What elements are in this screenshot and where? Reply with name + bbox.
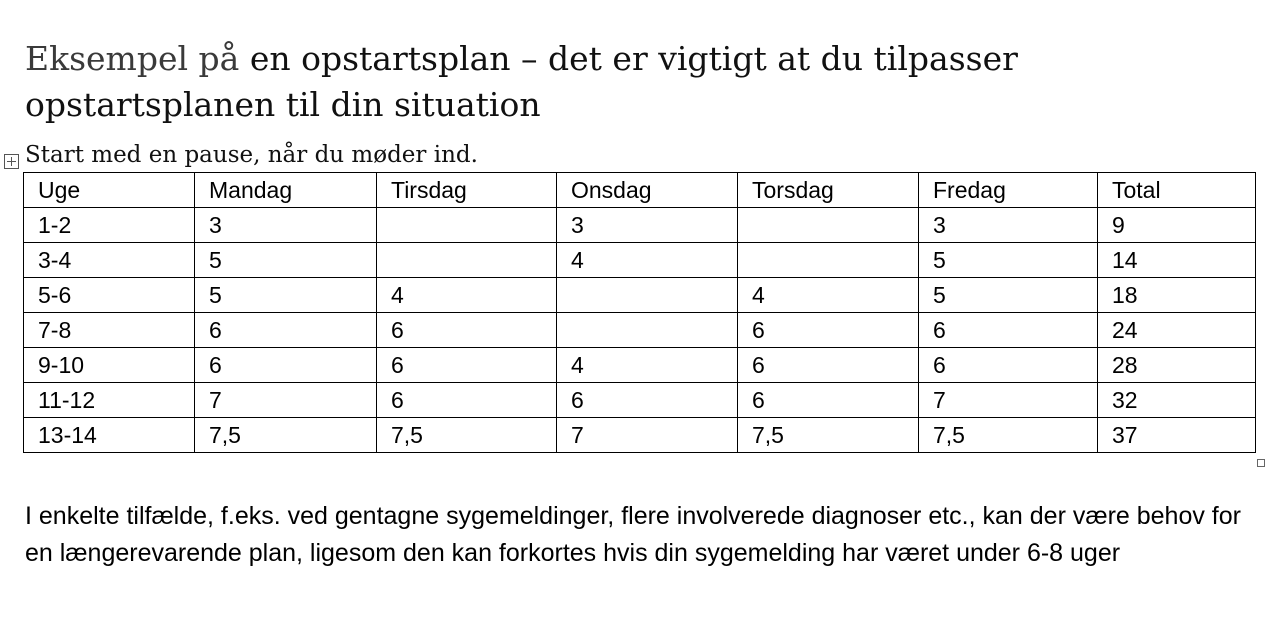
table-cell[interactable]: 14 (1098, 243, 1256, 278)
table-cell[interactable]: 6 (377, 348, 557, 383)
table-cell[interactable]: 5 (919, 278, 1098, 313)
table-row (24, 418, 1256, 453)
table-cell[interactable]: 9 (1098, 208, 1256, 243)
table-cell[interactable]: 7,5 (919, 418, 1098, 453)
table-cell[interactable]: 6 (919, 313, 1098, 348)
header-cell-total[interactable]: Total (1098, 173, 1256, 208)
table-caption: Start med en pause, når du møder ind. (25, 142, 478, 168)
table-cell[interactable]: 7 (195, 383, 377, 418)
table-cell[interactable]: 3 (557, 208, 738, 243)
header-cell-uge[interactable]: Uge (24, 173, 195, 208)
table-resize-handle-icon[interactable] (1257, 459, 1265, 467)
table-cell[interactable]: 7,5 (738, 418, 919, 453)
table-cell[interactable]: 32 (1098, 383, 1256, 418)
table-cell[interactable]: 18 (1098, 278, 1256, 313)
heading-part-1: Eksempel på (25, 39, 240, 78)
table-cell[interactable]: 5 (195, 278, 377, 313)
table-cell[interactable]: 3 (195, 208, 377, 243)
table-row (24, 278, 1256, 313)
table-cell[interactable]: 1-2 (24, 208, 195, 243)
table-cell[interactable]: 24 (1098, 313, 1256, 348)
table-cell[interactable]: 6 (738, 313, 919, 348)
table-row (24, 208, 1256, 243)
table-cell[interactable] (377, 208, 557, 243)
table-header-row (24, 173, 1256, 208)
table-cell[interactable]: 6 (377, 383, 557, 418)
table-cell[interactable]: 6 (195, 313, 377, 348)
table-cell[interactable]: 6 (738, 383, 919, 418)
header-cell-torsdag[interactable]: Torsdag (738, 173, 919, 208)
schedule-table (23, 172, 1256, 453)
table-cell[interactable]: 5 (195, 243, 377, 278)
table-cell[interactable]: 7,5 (377, 418, 557, 453)
table-cell[interactable]: 3-4 (24, 243, 195, 278)
table-cell[interactable]: 5 (919, 243, 1098, 278)
table-row (24, 383, 1256, 418)
table-cell[interactable]: 3 (919, 208, 1098, 243)
table-cell[interactable]: 6 (377, 313, 557, 348)
table-cell[interactable]: 7,5 (195, 418, 377, 453)
table-row (24, 348, 1256, 383)
table-row (24, 313, 1256, 348)
table-cell[interactable]: 4 (738, 278, 919, 313)
table-move-handle-icon[interactable] (4, 154, 19, 169)
table-cell[interactable]: 7 (557, 418, 738, 453)
table-cell[interactable]: 28 (1098, 348, 1256, 383)
table-cell[interactable]: 13-14 (24, 418, 195, 453)
table-cell[interactable] (377, 243, 557, 278)
table-cell[interactable] (738, 208, 919, 243)
table-cell[interactable]: 6 (557, 383, 738, 418)
table-cell[interactable]: 4 (377, 278, 557, 313)
page-heading (25, 36, 1265, 128)
table-cell[interactable]: 6 (919, 348, 1098, 383)
table-row (24, 243, 1256, 278)
table-cell[interactable] (557, 313, 738, 348)
table-cell[interactable] (738, 243, 919, 278)
note-paragraph: I enkelte tilfælde, f.eks. ved gentagne sygemeldinger, flere involverede diagnoser etc., kan der være behov for en længerevarende plan, ligesom den kan forkortes hvis din sygemelding har været under 6-8 uger (25, 502, 1241, 567)
header-cell-mandag[interactable]: Mandag (195, 173, 377, 208)
table-cell[interactable]: 5-6 (24, 278, 195, 313)
table-cell[interactable]: 11-12 (24, 383, 195, 418)
heading-part-2: en opstartsplan – det er vigtigt at du tilpasser opstartsplanen til din situation (25, 39, 1018, 124)
header-cell-tirsdag[interactable]: Tirsdag (377, 173, 557, 208)
table-cell[interactable]: 9-10 (24, 348, 195, 383)
table-cell[interactable]: 7 (919, 383, 1098, 418)
table-cell[interactable]: 6 (195, 348, 377, 383)
table-cell[interactable]: 4 (557, 348, 738, 383)
table-cell[interactable]: 7-8 (24, 313, 195, 348)
header-cell-fredag[interactable]: Fredag (919, 173, 1098, 208)
table-cell[interactable]: 37 (1098, 418, 1256, 453)
table-cell[interactable]: 4 (557, 243, 738, 278)
header-cell-onsdag[interactable]: Onsdag (557, 173, 738, 208)
table-cell[interactable]: 6 (738, 348, 919, 383)
table-cell[interactable] (557, 278, 738, 313)
